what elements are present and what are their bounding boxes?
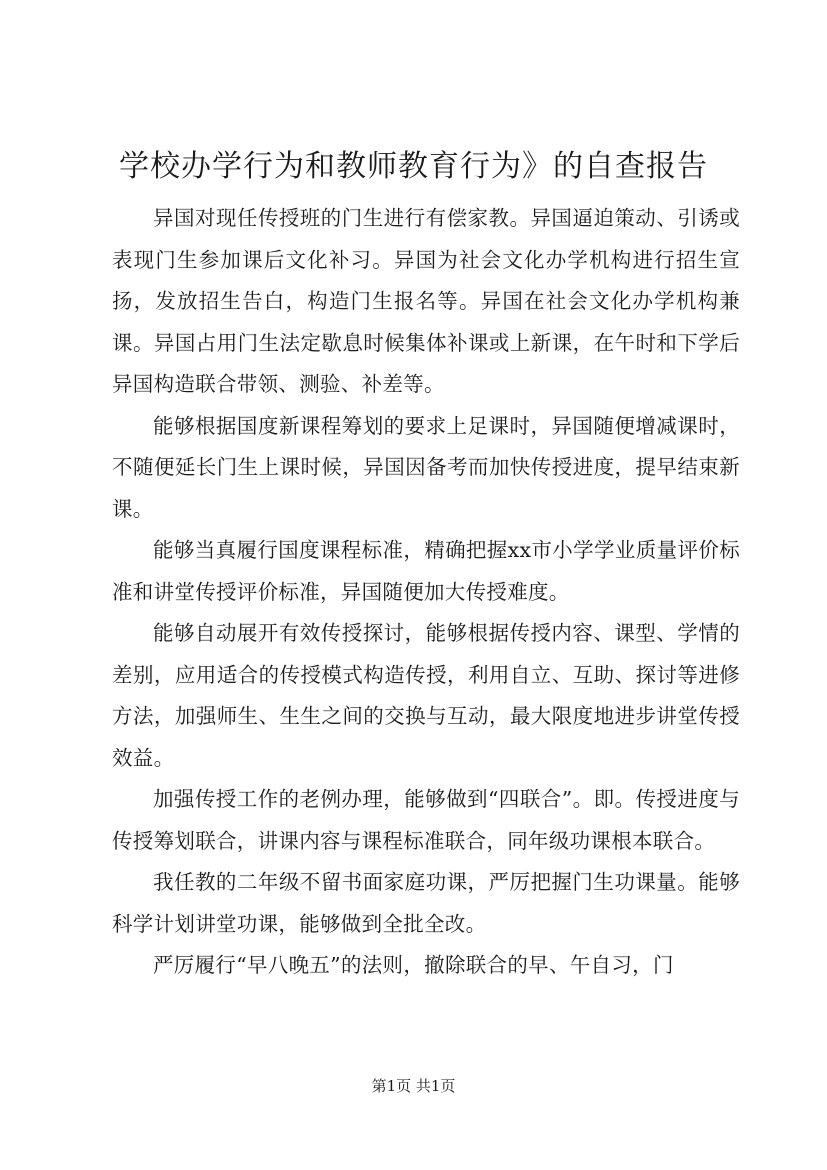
paragraph: 能够根据国度新课程筹划的要求上足课时，异国随便增减课时，不随便延长门生上课时候，异国因备考而加快传授进度，提早结束新课。	[112, 413, 740, 521]
paragraph: 能够当真履行国度课程标准，精确把握xx市小学学业质量评价标准和讲堂传授评价标准，异国随便加大传授难度。	[112, 538, 740, 604]
page-footer: 第1页 共1页	[371, 1077, 456, 1095]
paragraph: 能够自动展开有效传授探讨，能够根据传授内容、课型、学情的差别，应用适合的传授模式构造传授，利用自立、互助、探讨等进修方法，加强师生、生生之间的交换与互动，最大限度地进步讲堂传授效益。	[112, 621, 740, 770]
paragraph: 异国对现任传授班的门生进行有偿家教。异国逼迫策动、引诱或表现门生参加课后文化补习。异国为社会文化办学机构进行招生宣扬，发放招生告白，构造门生报名等。异国在社会文化办学机构兼课。异国占用门生法定歇息时候集体补课或上新课，在午时和下学后异国构造联合带领、测验、补差等。	[112, 206, 740, 396]
paragraph: 严厉履行“早八晚五”的法则，撤除联合的早、午自习，门	[153, 953, 674, 977]
paragraph: 加强传授工作的老例办理，能够做到“四联合”。即。传授进度与传授筹划联合，讲课内容与课程标准联合，同年级功课根本联合。	[112, 787, 740, 853]
document-title: 学校办学行为和教师教育行为》的自查报告	[119, 149, 708, 184]
paragraph: 我任教的二年级不留书面家庭功课，严厉把握门生功课量。能够科学计划讲堂功课，能够做到全批全改。	[112, 870, 740, 936]
document-body	[112, 198, 740, 987]
